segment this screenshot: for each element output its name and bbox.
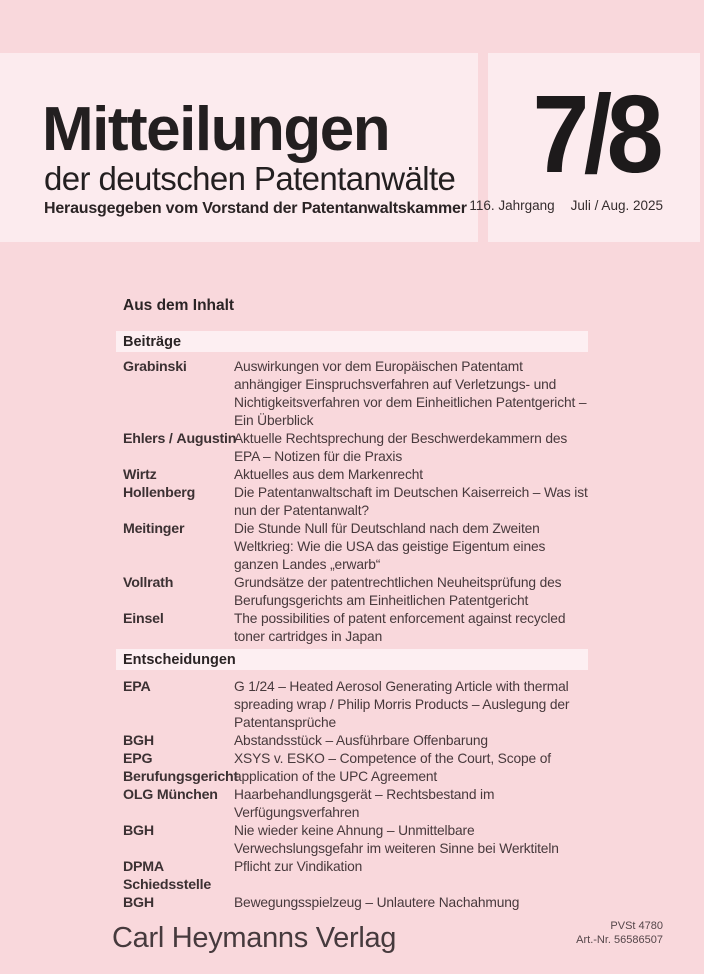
toc-entry-author: Grabinski	[123, 359, 187, 375]
toc-entry-author: OLG München	[123, 787, 218, 803]
toc-row	[116, 822, 588, 858]
toc-entry-text: Grundsätze der patentrechtlichen Neuheitsprüfung des Berufungsgerichts am Einheitlichen Patentgericht	[234, 575, 562, 608]
toc-entry-text: Bewegungsspielzeug – Unlautere Nachahmung	[234, 895, 520, 910]
toc-row	[116, 466, 588, 484]
article-number: Art.-Nr. 56586507	[576, 933, 663, 946]
toc-entry-author: Vollrath	[123, 575, 174, 591]
toc-entry-text: Aktuelle Rechtsprechung der Beschwerdekammern des EPA – Notizen für die Praxis	[234, 431, 568, 464]
toc-row	[116, 750, 588, 786]
toc-row	[116, 858, 588, 894]
issue-volume: 116. Jahrgang	[469, 198, 555, 213]
toc-row	[116, 610, 588, 646]
toc-entry-author: EPG Berufungsgericht	[123, 751, 239, 785]
toc-entry-text: Auswirkungen vor dem Europäischen Patentamt anhängiger Einspruchsverfahren auf Verletzungs- und Nichtigkeitsverfahren vor dem Einheitlichen Patentgericht – Ein Überblick	[234, 359, 587, 428]
toc-entry-author: Wirtz	[123, 467, 157, 483]
toc-entry-text: Haarbehandlungsgerät – Rechtsbestand im Verfügungsverfahren	[234, 787, 495, 820]
toc-row	[116, 894, 588, 912]
postal-code: PVSt 4780	[610, 920, 663, 932]
publisher-name: Carl Heymanns Verlag	[112, 922, 397, 954]
journal-title: Mitteilungen	[42, 95, 390, 164]
toc-entry-text: Pflicht zur Vindikation	[234, 859, 363, 874]
toc-entry-text: G 1/24 – Heated Aerosol Generating Article with thermal spreading wrap / Philip Morris Products – Auslegung der Patentansprüche	[234, 679, 570, 730]
toc-entry-text: Abstandsstück – Ausführbare Offenbarung	[234, 733, 488, 748]
toc-entry-text: Die Stunde Null für Deutschland nach dem Zweiten Weltkrieg: Wie die USA das geistige Eigentum eines ganzen Landes „erwarb“	[234, 521, 546, 572]
toc-entry-author: Meitinger	[123, 521, 185, 537]
footer-meta	[576, 920, 663, 947]
toc-row	[116, 484, 588, 520]
section-label: Entscheidungen	[123, 651, 236, 668]
toc-entry-text: XSYS v. ESKO – Competence of the Court, Scope of application of the UPC Agreement	[234, 751, 551, 784]
section-label: Beiträge	[123, 333, 182, 350]
table-of-contents	[116, 296, 588, 912]
toc-entry-author: Hollenberg	[123, 485, 196, 501]
issue-date: Juli / Aug. 2025	[570, 198, 663, 213]
toc-entry-author: EPA	[123, 679, 151, 695]
toc-entry-author: Einsel	[123, 611, 164, 627]
toc-row	[116, 678, 588, 732]
toc-row	[116, 430, 588, 466]
toc-entry-text: Nie wieder keine Ahnung – Unmittelbare Verwechslungsgefahr im weiteren Sinne bei Werktiteln	[234, 823, 559, 856]
toc-entry-text: Die Patentanwaltschaft im Deutschen Kaiserreich – Was ist nun der Patentanwalt?	[234, 485, 588, 518]
journal-subtitle: der deutschen Patentanwälte	[44, 160, 456, 197]
issue-number: 7/8	[532, 73, 658, 196]
section-band-beitraege	[116, 331, 588, 352]
toc-section-entscheidungen	[116, 678, 588, 912]
toc-entry-author: BGH	[123, 895, 154, 911]
toc-entry-author: DPMA Schiedsstelle	[123, 859, 212, 893]
contents-heading: Aus dem Inhalt	[123, 297, 235, 314]
toc-row	[116, 786, 588, 822]
toc-row	[116, 520, 588, 574]
journal-publisher-line: Herausgegeben vom Vorstand der Patentanwaltskammer	[44, 200, 467, 217]
toc-section-beitraege	[116, 358, 588, 646]
toc-entry-author: Ehlers / Augustin	[123, 431, 237, 447]
toc-entry-author: BGH	[123, 733, 154, 749]
toc-row	[116, 358, 588, 430]
toc-entry-author: BGH	[123, 823, 154, 839]
toc-entry-text: The possibilities of patent enforcement against recycled toner cartridges in Japan	[234, 611, 566, 644]
issue-meta	[469, 198, 663, 213]
toc-row	[116, 574, 588, 610]
toc-entry-text: Aktuelles aus dem Markenrecht	[234, 467, 423, 482]
toc-row	[116, 732, 588, 750]
section-band-entscheidungen	[116, 649, 588, 670]
